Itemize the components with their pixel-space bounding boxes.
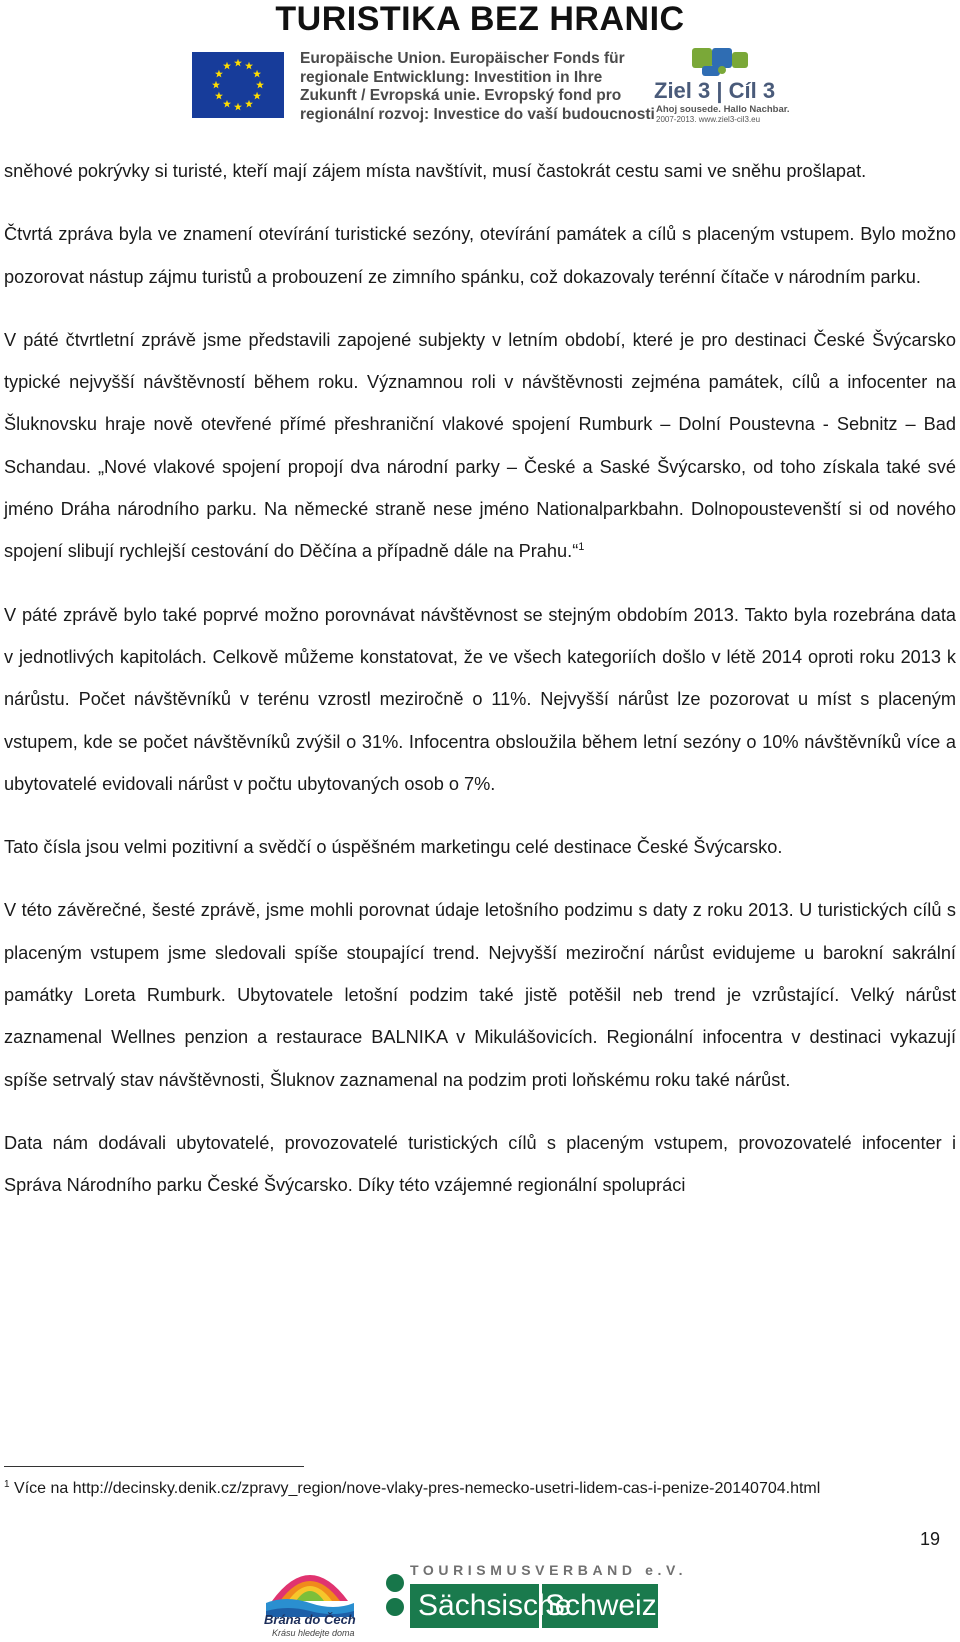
tourismusverband-label: TOURISMUSVERBAND e.V. [410, 1562, 688, 1578]
page-number: 19 [920, 1529, 941, 1549]
footnote-reference[interactable]: 1 [578, 541, 585, 554]
brana-do-cech-slogan: Krásu hledejte doma [272, 1628, 355, 1638]
schweiz-word: Schweiz [545, 1589, 657, 1622]
eu-flag-icon [192, 52, 284, 118]
ziel3-tagline: Ahoj sousede. Hallo Nachbar. [656, 104, 790, 115]
paragraph-text: V páté čtvrtletní zprávě jsme představili zapojené subjekty v letním období, které je pro destinaci České Švýcarsko typické nejvyšší návštěvností během roku. Významnou roli v návštěvnosti zejména památek, cílů a infocenter na Šluknovsku hraje nově otevřené přímé přeshraniční vlakové spojení Rumburk – Dolní Poustevna - Sebnitz – Bad Schandau. „Nové vlakové spojení propojí dva národní parky – České a Saské Švýcarsko, od toho získala také své jméno Dráha národního parku. Na německé straně nese jméno Nationalparkbahn. Dolnopoustevenští si od nového spojení slibují rychlejší cestování do Děčína a případně dále na Prahu.“ [4, 329, 956, 562]
ziel3-title: Ziel 3 | Cíl 3 [654, 78, 776, 103]
footnote [4, 1477, 904, 1501]
ziel3-website: 2007-2013. www.ziel3-cil3.eu [656, 115, 761, 124]
eu-fund-text [300, 50, 655, 124]
saechsische-word: Sächsische [418, 1589, 572, 1622]
eu-fund-line: Europäische Union. Europäischer Fonds für [300, 50, 625, 67]
eu-fund-line: regionální rozvoj: Investice do vaší budoucnosti [300, 105, 655, 123]
paragraph-with-footnote [4, 319, 956, 573]
eu-fund-line: regionale Entwicklung: Investition in Ihre [300, 68, 603, 86]
paragraph: sněhové pokrývky si turisté, kteří mají zájem místa navštívit, musí častokrát cestu sami ve sněhu prošlapat. [4, 161, 867, 181]
eu-fund-line: Zukunft / Evropská unie. Evropský fond pro [300, 87, 622, 104]
brana-do-cech-name: Brána do Čech [264, 1612, 356, 1627]
footnote-text: Více na http://decinsky.denik.cz/zpravy_region/nove-vlaky-pres-nemecko-usetri-lidem-cas-i-penize-20140704.html [14, 1480, 821, 1497]
header-title: TURISTIKA BEZ HRANIC [275, 0, 685, 38]
paragraph: V páté zprávě bylo také poprvé možno porovnávat návštěvnost se stejným obdobím 2013. Takto byla rozebrána data v jednotlivých kapitolách. Celkově můžeme konstatovat, že ve všech kategoriích došlo v létě 2014 oproti roku 2013 k nárůstu. Počet návštěvníků v terénu vzrostl meziročně o 11%. Nejvyšší nárůst lze pozorovat u míst s placeným vstupem, kde se počet návštěvníků zvýšil o 31%. Infocentra obsloužila během letní sezóny o 10% návštěvníků více a ubytovatelé evidovali nárůst v počtu ubytovaných osob o 7%. [4, 604, 956, 794]
document-body [4, 150, 956, 1228]
footnote-number: 1 [4, 1479, 10, 1490]
saechsische-schweiz-dot-icon [386, 1598, 404, 1616]
paragraph: V této závěrečné, šesté zprávě, jsme mohli porovnat údaje letošního podzimu s daty z roku 2013. U turistických cílů s placeným vstupem jsme sledovali spíše stoupající trend. Nejvyšší meziroční nárůst evidujeme u barokní sakrální památky Loreta Rumburk. Ubytovatele letošní podzim také jistě potěšil neb trend je vzrůstající. Velký nárůst zaznamenal Wellnes penzion a restaurace BALNIKA v Mikulášovicích. Regionální infocentra v destinaci vykazují spíše setrvalý stav návštěvnosti, Šluknov zaznamenal na podzim proti loňskému roku také nárůst. [4, 900, 956, 1090]
paragraph: Čtvrtá zpráva byla ve znamení otevírání turistické sezóny, otevírání památek a cílů s placeným vstupem. Bylo možno pozorovat nástup zájmu turistů a probouzení ze zimního spánku, což dokazovaly terénní čítače v národním parku. [4, 224, 956, 287]
paragraph: Data nám dodávali ubytovatelé, provozovatelé turistických cílů s placeným vstupem, provozovatelé infocenter i Správa Národního parku České Švýcarsko. Díky této vzájemné regionální spolupráci [4, 1132, 956, 1196]
footnote-divider [4, 1466, 304, 1467]
paragraph: Tato čísla jsou velmi pozitivní a svědčí o úspěšném marketingu celé destinace České Švýcarsko. [4, 837, 783, 858]
saechsische-schweiz-dot-icon [386, 1574, 404, 1592]
